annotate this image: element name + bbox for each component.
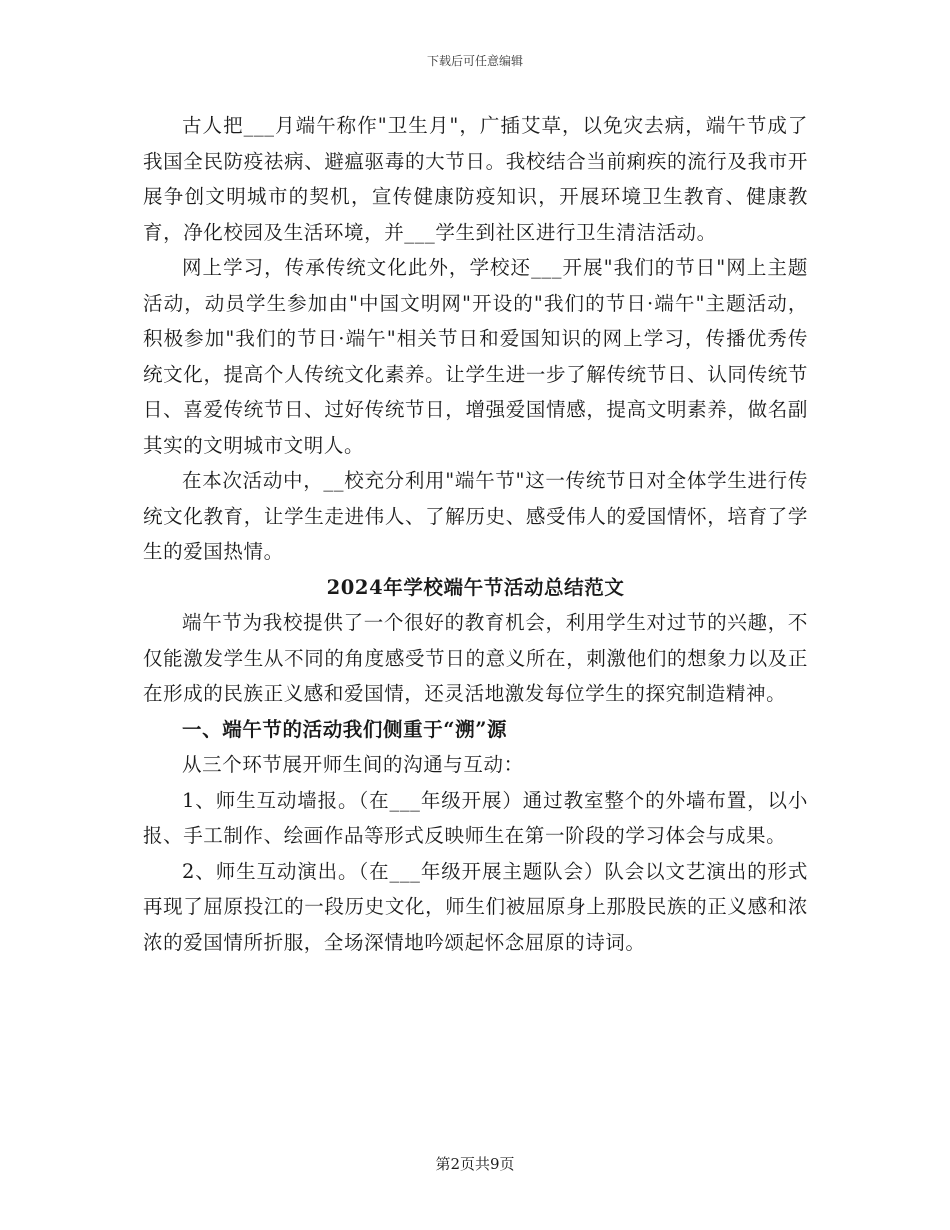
heading-1: 一、端午节的活动我们侧重于“溯”源 xyxy=(182,717,508,741)
header-note: 下载后可任意编辑 xyxy=(426,54,523,68)
paragraph-7: 2、师生互动演出。（在___年级开展主题队会）队会以文艺演出的形式再现了屈原投江的一段历史文化，师生们被屈原身上那股民族的正义感和浓浓的爱国情所折服，全场深情地吟颂起怀念屈原的诗词。 xyxy=(143,859,808,954)
section-title: 2024年学校端午节活动总结范文 xyxy=(326,575,625,599)
paragraph-6: 1、师生互动墙报。（在___年级开展）通过教室整个的外墙布置，以小报、手工制作、绘画作品等形式反映师生在第一阶段的学习体会与成果。 xyxy=(143,788,808,847)
document-body xyxy=(143,108,808,960)
page-footer: 第2页共9页 xyxy=(435,1155,515,1173)
paragraph-2: 网上学习，传承传统文化此外，学校还___开展"我们的节日"网上主题活动，动员学生参加由"中国文明网"开设的"我们的节日·端午"主题活动，积极参加"我们的节日·端午"相关节日和爱国知识的网上学习，传播优秀传统文化，提高个人传统文化素养。让学生进一步了解传统节日、认同传统节日、喜爱传统节日、过好传统节日，增强爱国情感，提高文明素养，做名副其实的文明城市文明人。 xyxy=(143,256,808,457)
paragraph-1: 古人把___月端午称作"卫生月"，广插艾草，以免灾去病，端午节成了我国全民防疫祛病、避瘟驱毒的大节日。我校结合当前痢疾的流行及我市开展争创文明城市的契机，宣传健康防疫知识，开展环境卫生教育、健康教育，净化校园及生活环境，并___学生到社区进行卫生清洁活动。 xyxy=(143,114,808,244)
paragraph-3: 在本次活动中，__校充分利用"端午节"这一传统节日对全体学生进行传统文化教育，让学生走进伟人、了解历史、感受伟人的爱国情怀，培育了学生的爱国热情。 xyxy=(143,469,808,563)
paragraph-5: 从三个环节展开师生间的沟通与互动： xyxy=(182,753,524,776)
paragraph-4: 端午节为我校提供了一个很好的教育机会，利用学生对过节的兴趣，不仅能激发学生从不同的角度感受节日的意义所在，刺激他们的想象力以及正在形成的民族正义感和爱国情，还灵活地激发每位学生的探究制造精神。 xyxy=(143,611,808,705)
